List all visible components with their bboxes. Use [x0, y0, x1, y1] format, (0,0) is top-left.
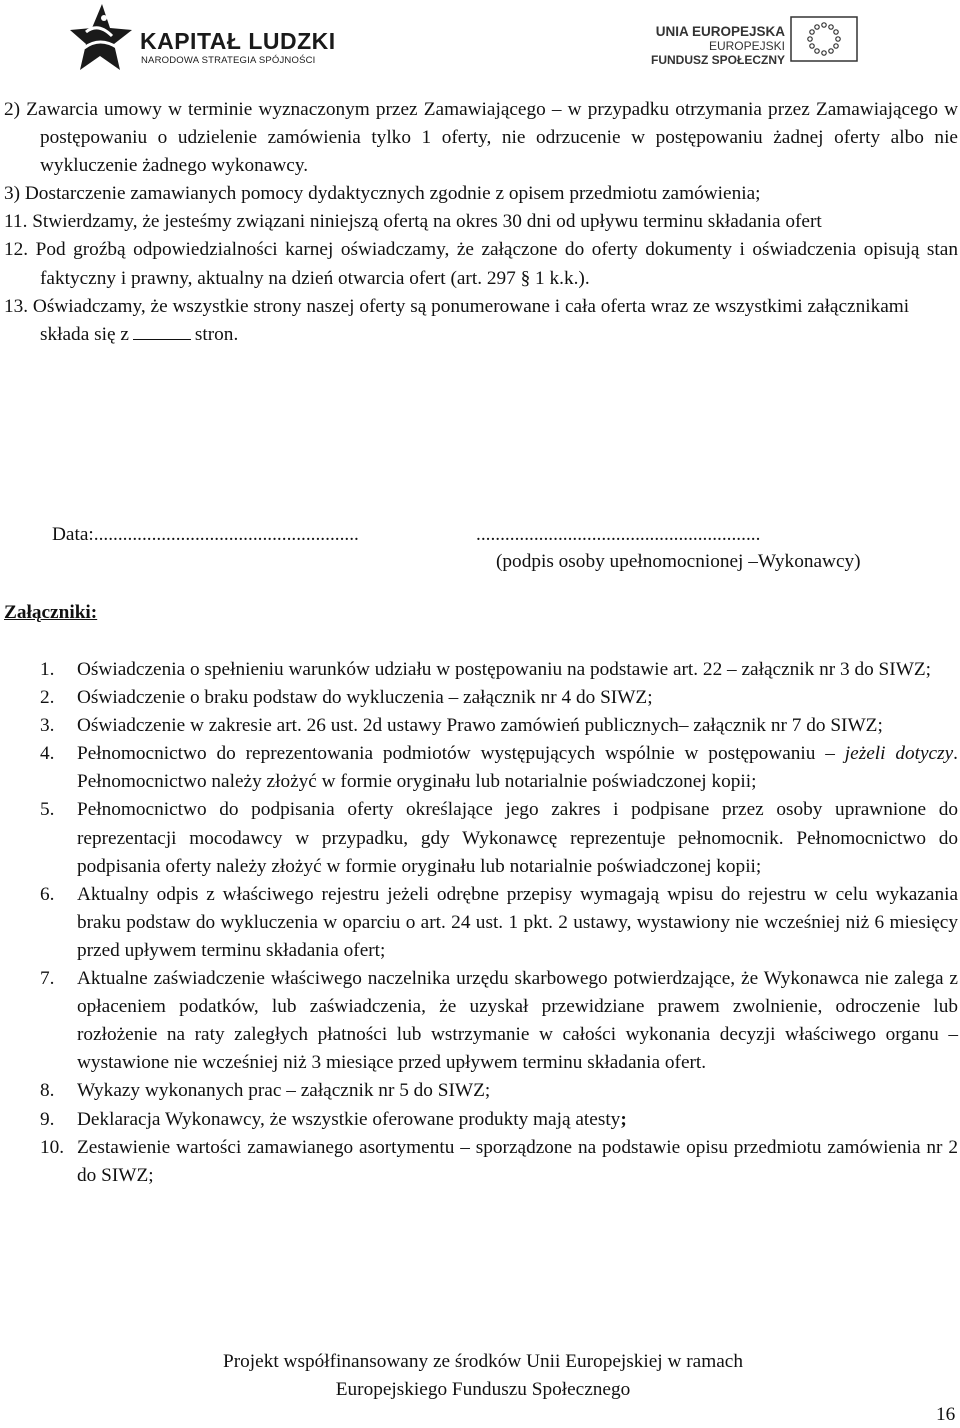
- attachment-item: [40, 684, 958, 712]
- ue-logo-line3: FUNDUSZ SPOŁECZNY: [650, 53, 785, 67]
- paragraph-2: 2) Zawarcia umowy w terminie wyznaczonym przez Zamawiającego – w przypadku otrzymania przez Zamawiającego w postępowaniu o udzielenie zamówienia tylko 1 oferty, nie odrzucenie w postępowaniu żadnej oferty albo nie wykluczenie żadnego wykonawcy.: [4, 99, 958, 177]
- attachment-item: [40, 712, 958, 740]
- offer-terms: [4, 96, 958, 349]
- footer-line-2: Europejskiego Funduszu Społecznego: [335, 1379, 631, 1400]
- paragraph-3: 3) Dostarczenie zamawianych pomocy dydaktycznych zgodnie z opisem przedmiotu zamówienia;: [4, 183, 761, 205]
- attachment-number: 9.: [40, 1108, 55, 1130]
- ue-logo-line2: EUROPEJSKI: [708, 39, 785, 53]
- paragraph-11: 11. Stwierdzamy, że jesteśmy związani niniejszą ofertą na okres 30 dni od upływu terminu składania ofert: [4, 211, 822, 233]
- page-footer: [0, 1348, 960, 1404]
- ue-logo-line1: UNIA EUROPEJSKA: [655, 24, 785, 39]
- attachment-number: 5.: [40, 799, 55, 821]
- attachment-number: 2.: [40, 687, 55, 709]
- attachment-item: [40, 965, 958, 1077]
- attachment-text: Wykazy wykonanych prac – załącznik nr 5 do SIWZ;: [77, 1080, 491, 1102]
- attachment-item: [40, 881, 958, 965]
- attachment-text: Aktualne zaświadczenie właściwego naczelnika urzędu skarbowego potwierdzające, że Wykonawca nie zalega z opłaceniem podatków, lub zaświadczenia, że uzyskał przewidziane prawem zwolnienie, odroczenie lub rozłożenie na raty zaległych płatności lub wstrzymanie w całości wykonania decyzji właściwego organu – wystawione nie wcześniej niż 3 miesiące przed upływem terminu składania ofert.: [77, 968, 958, 1074]
- attachment-text: Aktualny odpis z właściwego rejestru jeżeli odrębne przepisy wymagają wpisu do rejestru w celu wykazania braku podstaw do wykluczenia w oparciu o art. 24 ust. 1 pkt. 2 ustawy, wystawiony nie wcześniej niż 6 miesięcy przed upływem terminu składania ofert;: [77, 883, 958, 961]
- signature-section: [0, 524, 960, 584]
- kapital-ludzki-title: KAPITAŁ LUDZKI: [140, 28, 336, 54]
- footer-line-1: Projekt współfinansowany ze środków Unii Europejskiej w ramach: [223, 1351, 743, 1372]
- page-number: 16: [936, 1404, 956, 1425]
- attachment-text-after: . Pełnomocnictwo należy złożyć w formie oryginału lub notarialnie poświadczonej kopii;: [77, 743, 958, 793]
- attachment-number: 3.: [40, 715, 55, 737]
- attachment-item: [40, 1106, 958, 1134]
- attachments-heading: Załączniki:: [4, 602, 98, 623]
- kapital-ludzki-subtitle: NARODOWA STRATEGIA SPÓJNOŚCI: [141, 55, 316, 66]
- attachment-item: [40, 796, 958, 880]
- attachment-number: 6.: [40, 883, 55, 905]
- attachment-text: Deklaracja Wykonawcy, że wszystkie oferowane produkty mają atesty: [77, 1108, 621, 1130]
- signature-caption: (podpis osoby upełnomocnionej –Wykonawcy): [496, 551, 861, 572]
- kapital-ludzki-star-icon: [68, 2, 132, 72]
- paragraph-13: [4, 293, 958, 349]
- paragraph-13-text: 13. Oświadczamy, że wszystkie strony naszej oferty są ponumerowane i cała oferta wraz ze wszystkimi załącznikami składa się z: [4, 295, 910, 345]
- date-field: Data:.......................................................: [52, 524, 359, 545]
- attachment-item: [40, 1077, 958, 1105]
- attachment-number: 4.: [40, 743, 55, 765]
- signature-field: ...........................................................: [476, 524, 761, 545]
- attachment-text: Pełnomocnictwo do podpisania oferty określające jego zakres i podpisane przez osoby uprawnione do reprezentacji mocodawcy w przypadku, gdy Wykonawcę reprezentuje pełnomocnik. Pełnomocnictwo do podpisania oferty należy złożyć w formie oryginału lub notarialnie poświadczonej kopii;: [77, 799, 958, 877]
- attachment-text-bold: ;: [620, 1108, 627, 1130]
- attachment-number: 8.: [40, 1080, 55, 1102]
- kapital-ludzki-logo: [68, 2, 338, 72]
- paragraph-13-suffix: stron.: [194, 323, 239, 345]
- attachment-text-italic: jeżeli dotyczy: [844, 743, 954, 765]
- page-count-blank: [133, 321, 191, 340]
- attachment-number: 1.: [40, 659, 55, 680]
- attachment-text: Oświadczenia o spełnieniu warunków udziału w postępowaniu na podstawie art. 22 – załącznik nr 3 do SIWZ;: [77, 659, 932, 680]
- attachment-item: [40, 656, 958, 684]
- attachment-text: Oświadczenie w zakresie art. 26 ust. 2d ustawy Prawo zamówień publicznych– załącznik nr 7 do SIWZ;: [77, 715, 883, 737]
- ue-efs-logo: [640, 16, 890, 76]
- attachment-number: 10.: [40, 1136, 65, 1158]
- attachment-item: [40, 1134, 958, 1190]
- attachment-number: 7.: [40, 968, 55, 990]
- paragraph-12: 12. Pod groźbą odpowiedzialności karnej oświadczamy, że załączone do oferty dokumenty i oświadczenia opisują stan faktyczny i prawny, aktualny na dzień otwarcia ofert (art. 297 § 1 k.k.).: [4, 239, 958, 289]
- attachment-item: [40, 740, 958, 796]
- page-header: [0, 0, 960, 80]
- attachment-text: Oświadczenie o braku podstaw do wykluczenia – załącznik nr 4 do SIWZ;: [77, 687, 653, 709]
- attachment-text: Zestawienie wartości zamawianego asortymentu – sporządzone na podstawie opisu przedmiotu zamówienia nr 2 do SIWZ;: [77, 1136, 958, 1186]
- attachment-text: Pełnomocnictwo do reprezentowania podmiotów występujących wspólnie w postępowaniu –: [77, 743, 835, 765]
- eu-flag-icon: [790, 16, 858, 62]
- attachments-list: [40, 656, 958, 1190]
